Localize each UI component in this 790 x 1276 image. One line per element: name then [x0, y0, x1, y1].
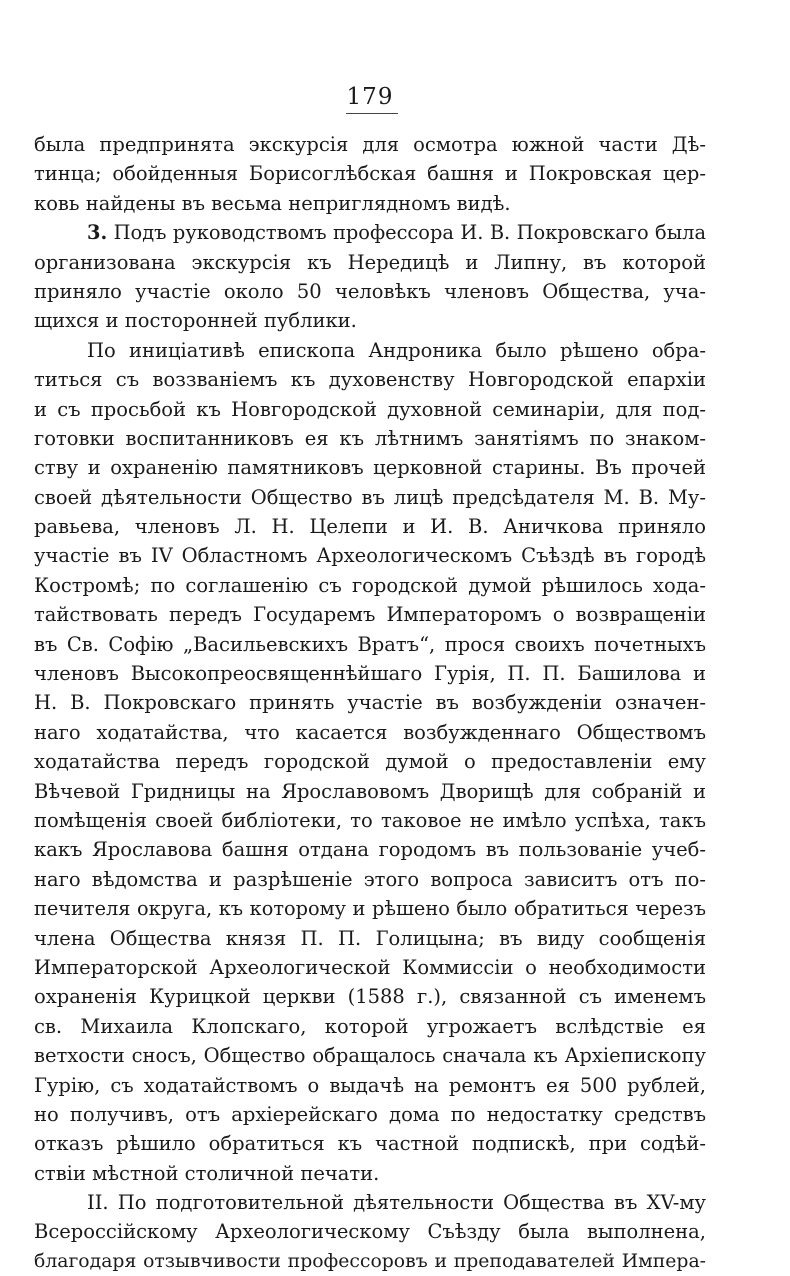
text-line: ству и охраненію памятниковъ церковной старины. Въ прочей [34, 456, 706, 480]
text-line: организована экскурсія къ Нередицѣ и Липну, въ которой [34, 250, 706, 274]
text-line: Гурію, съ ходатайствомъ о выдачѣ на ремонтъ ея 500 рублей, [34, 1073, 706, 1097]
text-line: приняло участіе около 50 человѣкъ членовъ Общества, уча- [34, 279, 706, 303]
text-line: своей дѣятельности Общество въ лицѣ предсѣдателя М. В. Му- [34, 485, 706, 509]
text-line: Императорской Археологической Коммиссіи о необходимости [34, 955, 706, 979]
text-line: II. По подготовительной дѣятельности Общества въ XV-му [87, 1191, 706, 1215]
text-line-content: Подъ руководствомъ профессора И. В. Покровскаго была [107, 221, 706, 245]
text-line: св. Михаила Клопскаго, которой угрожаетъ вслѣдствіе ея [34, 1014, 706, 1038]
text-line: ковь найдены въ весьма неприглядномъ видѣ. [34, 191, 511, 215]
text-line: тайствовать передъ Государемъ Императоромъ о возвращеніи [34, 603, 706, 627]
text-line: тинца; обойденныя Борисоглѣбская башня и Покровская цер- [34, 162, 706, 186]
text-line: По иниціативѣ епископа Андроника было рѣшено обра- [87, 338, 706, 362]
text-line: отказъ рѣшило обратиться къ частной подпискѣ, при содѣй- [34, 1132, 706, 1156]
body-text [34, 130, 706, 1276]
text-line: наго ходатайства, что касается возбужденнаго Обществомъ [34, 720, 706, 744]
text-line: наго вѣдомства и разрѣшеніе этого вопроса зависитъ отъ по- [34, 867, 706, 891]
text-line: Всероссійскому Археологическому Съѣзду была выполнена, [34, 1220, 706, 1244]
page-number-rule [346, 113, 398, 114]
text-line: какъ Ярославова башня отдана городомъ въ пользованіе учеб- [34, 838, 706, 862]
page-number: 179 [346, 84, 394, 110]
text-line: готовки воспитанниковъ ея къ лѣтнимъ занятіямъ по знаком- [34, 426, 706, 450]
text-line: и съ просьбой къ Новгородской духовной семинаріи, для под- [34, 397, 706, 421]
text-line: Н. В. Покровскаго принять участіе въ возбужденіи означен- [34, 691, 706, 715]
text-line: ветхости сносъ, Общество обращалось сначала къ Архіепископу [34, 1044, 706, 1068]
text-line: но получивъ, отъ архіерейскаго дома по недостатку средствъ [34, 1102, 706, 1126]
text-line: членовъ Высокопреосвященнѣйшаго Гурія, П. П. Башилова и [34, 662, 706, 686]
text-line: титься съ воззваніемъ къ духовенству Новгородской епархіи [34, 368, 706, 392]
text-line: охраненія Курицкой церкви (1588 г.), связанной съ именемъ [34, 985, 706, 1009]
text-line [34, 218, 706, 247]
text-line: участіе въ IV Областномъ Археологическомъ Съѣздѣ въ городѣ [34, 544, 706, 568]
text-line: члена Общества князя П. П. Голицына; въ виду сообщенія [34, 926, 706, 950]
text-line: Вѣчевой Гридницы на Ярославовомъ Дворищѣ для собраній и [34, 779, 706, 803]
text-line: въ Св. Софію „Васильевскихъ Вратъ“, прося своихъ почетныхъ [34, 632, 706, 656]
text-line: щихся и посторонней публики. [34, 309, 357, 333]
text-line: равьева, членовъ Л. Н. Целепи и И. В. Аничкова приняло [34, 515, 706, 539]
text-line: была предпринята экскурсія для осмотра южной части Дѣ- [34, 133, 706, 156]
text-line: Костромѣ; по соглашенію съ городской думой рѣшилось хода- [34, 573, 706, 597]
paragraph-number: 3. [87, 221, 108, 245]
text-line: ходатайства передъ городской думой о предоставленіи ему [34, 750, 706, 774]
text-line: печителя округа, къ которому и рѣшено было обратиться черезъ [34, 897, 706, 921]
text-line: благодаря отзывчивости профессоровъ и преподавателей Импера- [34, 1250, 706, 1272]
text-line: ствіи мѣстной столичной печати. [34, 1161, 380, 1185]
text-line: помѣщенія своей библіотеки, то таковое не имѣло успѣха, такъ [34, 808, 706, 832]
